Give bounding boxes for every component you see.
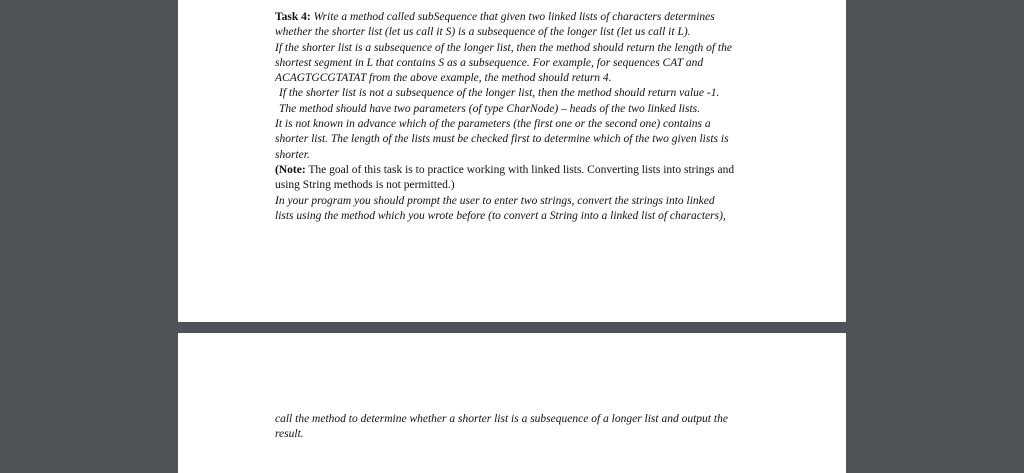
task-line-2: whether the shorter list (let us call it S) is a subsequence of the longer list (let us call it L). bbox=[275, 26, 691, 39]
task-4-continuation bbox=[275, 412, 815, 443]
document-page-1 bbox=[178, 0, 846, 322]
task-line-3: If the shorter list is a subsequence of the longer list, then the method should return the length of the bbox=[275, 41, 732, 54]
continuation-line-2: result. bbox=[275, 428, 304, 441]
note-open-paren: ( bbox=[275, 163, 279, 176]
note-label: Note: bbox=[278, 163, 306, 176]
task-line-4: shortest segment in L that contains S as a subsequence. For example, for sequences CAT and bbox=[275, 56, 704, 69]
task-heading-line bbox=[275, 10, 815, 25]
document-page-2 bbox=[178, 333, 846, 473]
task-line-6: If the shorter list is not a subsequence of the longer list, then the method should return value -1. bbox=[279, 87, 720, 100]
task-label: Task 4: bbox=[275, 11, 311, 23]
task-line-9: shorter list. The length of the lists must be checked first to determine which of the two given lists is bbox=[275, 133, 729, 146]
task-line-5: ACAGTGCGTATAT from the above example, the method should return 4. bbox=[275, 72, 612, 85]
task-4-description bbox=[275, 10, 815, 224]
task-line-7: The method should have two parameters (of type CharNode) – heads of the two linked lists. bbox=[279, 102, 700, 115]
task-line-1: Write a method called subSequence that given two linked lists of characters determines bbox=[310, 11, 715, 23]
note-line-2: using String methods is not permitted.) bbox=[275, 179, 455, 192]
task-line-10: shorter. bbox=[275, 148, 310, 161]
task-line-13: In your program you should prompt the user to enter two strings, convert the strings into linked bbox=[275, 194, 715, 207]
note-line-1 bbox=[275, 163, 815, 178]
task-line-8: It is not known in advance which of the parameters (the first one or the second one) contains a bbox=[275, 118, 711, 131]
task-line-14: lists using the method which you wrote before (to convert a String into a linked list of characters), bbox=[275, 209, 726, 222]
continuation-line-1: call the method to determine whether a shorter list is a subsequence of a longer list and output the bbox=[275, 413, 728, 425]
note-text-1: The goal of this task is to practice working with linked lists. Converting lists into strings and bbox=[305, 163, 735, 176]
